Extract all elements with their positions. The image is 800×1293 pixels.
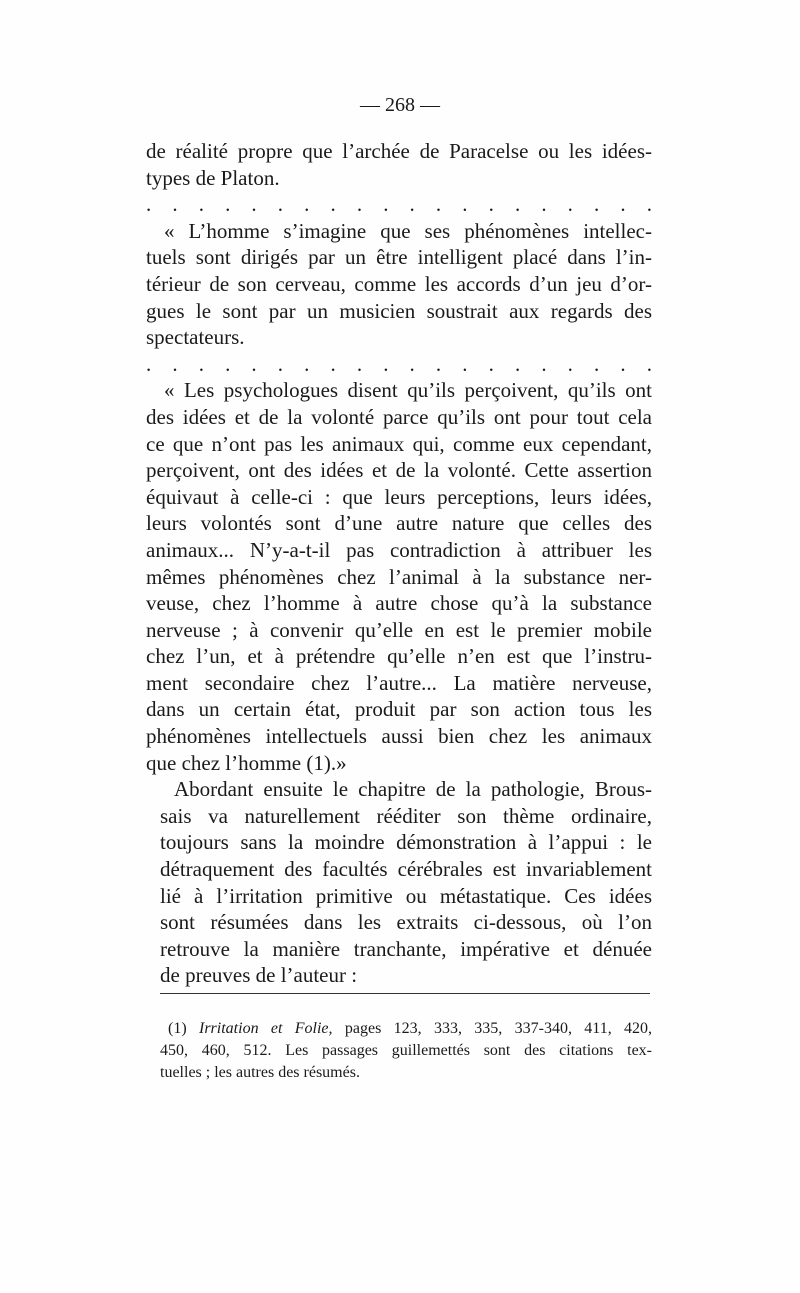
text-line: équivaut à celle-ci : que leurs perceptions, leurs idées, <box>146 484 652 509</box>
page-number: — 268 — <box>360 94 440 116</box>
main-text <box>146 138 652 989</box>
text-line: des idées et de la volonté parce qu’ils ont pour tout cela <box>146 404 652 429</box>
text-line: sont résumées dans les extraits ci-dessous, où l’on <box>160 910 652 935</box>
footnote <box>160 1018 652 1084</box>
text-line: animaux... N’y-a-t-il pas contradiction à attribuer les <box>146 537 652 562</box>
text-line: toujours sans la moindre démonstration à l’appui : le <box>160 830 652 855</box>
text-line: spectateurs. <box>146 325 245 350</box>
footnote-line <box>160 1018 652 1040</box>
text-line: veuse, chez l’homme à autre chose qu’à la substance <box>146 591 652 616</box>
footnote-divider <box>160 993 650 994</box>
text-line: gues le sont par un musicien soustrait aux regards des <box>146 298 652 323</box>
text-line: que chez l’homme (1).» <box>146 750 347 775</box>
text-line: de preuves de l’auteur : <box>160 963 358 988</box>
text-line: de réalité propre que l’archée de Paracelse ou les idées- <box>146 139 652 163</box>
footnote-line: tuelles ; les autres des résumés. <box>160 1064 360 1081</box>
text-line: « L’homme s’imagine que ses phénomènes intellec- <box>164 218 652 243</box>
ellipsis-separator: . . . . . . . . . . . . . . . . . . . . <box>146 192 652 217</box>
text-line: térieur de son cerveau, comme les accords d’un jeu d’or- <box>146 271 652 296</box>
footnote-line: 450, 460, 512. Les passages guillemettés sont des citations tex- <box>160 1042 652 1059</box>
text-line: « Les psychologues disent qu’ils perçoivent, qu’ils ont <box>164 378 652 403</box>
footnote-pages: pages 123, 333, 335, 337-340, 411, 420, <box>344 1020 653 1037</box>
text-line: leurs volontés sont d’une autre nature que celles des <box>146 511 652 536</box>
text-line: Abordant ensuite le chapitre de la pathologie, Brous- <box>174 777 652 802</box>
text-line: ce que n’ont pas les animaux qui, comme eux cependant, <box>146 431 652 456</box>
text-line: ment secondaire chez l’autre... La matière nerveuse, <box>146 670 652 695</box>
text-line: chez l’un, et à prétendre qu’elle n’en est que l’instru- <box>146 644 652 669</box>
ellipsis-separator: . . . . . . . . . . . . . . . . . . . . <box>146 351 652 376</box>
text-line: types de Platon. <box>146 165 280 190</box>
text-line: sais va naturellement rééditer son thème ordinaire, <box>160 803 652 828</box>
text-line: retrouve la manière tranchante, impérative et dénuée <box>160 936 652 961</box>
text-line: détraquement des facultés cérébrales est invariablement <box>160 857 652 882</box>
text-line: dans un certain état, produit par son action tous les <box>146 697 652 722</box>
footnote-marker: (1) <box>168 1020 187 1037</box>
text-line: phénomènes intellectuels aussi bien chez les animaux <box>146 724 652 749</box>
footnote-title: Irritation et Folie, <box>199 1020 333 1037</box>
text-line: lié à l’irritation primitive ou métastatique. Ces idées <box>160 883 652 908</box>
text-line: tuels sont dirigés par un être intelligent placé dans l’in- <box>146 245 652 270</box>
text-line: perçoivent, ont des idées et de la volonté. Cette assertion <box>146 458 652 483</box>
text-line: nerveuse ; à convenir qu’elle en est le premier mobile <box>146 617 652 642</box>
text-line: mêmes phénomènes chez l’animal à la substance ner- <box>146 564 652 589</box>
